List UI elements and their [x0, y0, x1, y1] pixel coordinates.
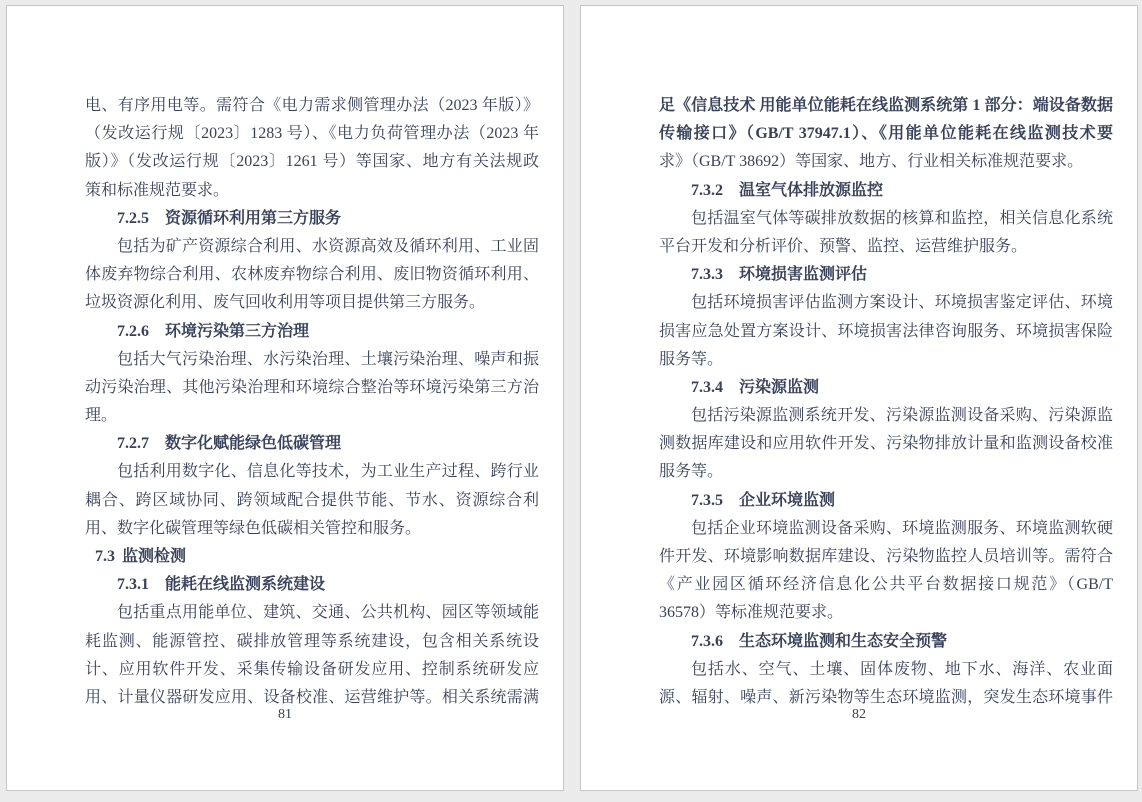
section-heading — [659, 487, 1113, 515]
text-line: 策和标准规范要求。 — [85, 181, 230, 199]
page-text-block — [85, 92, 539, 712]
text-line: 包括企业环境监测设备采购、环境监测服务、环境监测软硬 — [691, 519, 1113, 537]
text-line: 包括水、空气、土壤、固体废物、地下水、海洋、农业面 — [691, 660, 1113, 678]
text-line: 用、数字化碳管理等绿色低碳相关管控和服务。 — [85, 519, 422, 537]
text-line: 电、有序用电等。需符合《电力需求侧管理办法（2023 年版）》 — [85, 97, 539, 114]
text-line: 源、辐射、噪声、新污染物等生态环境监测，突发生态环境事件 — [659, 688, 1113, 706]
text-line: 包括大气污染治理、水污染治理、土壤污染治理、噪声和振 — [117, 350, 539, 368]
section-number: 7.3 — [95, 548, 115, 565]
text-line: 损害应急处置方案设计、环境损害法律咨询服务、环境损害保险 — [659, 322, 1113, 340]
text-line: 传输接口》（GB/T 37947.1）、《用能单位能耗在线监测技术要 — [659, 125, 1113, 143]
section-title: 资源循环利用第三方服务 — [165, 209, 342, 227]
text-line: 耗监测、能源管控、碳排放管理等系统建设，包含相关系统设 — [85, 632, 539, 650]
text-line: 测数据库建设和应用软件开发、污染物排放计量和监测设备校准 — [659, 435, 1113, 453]
section-number: 7.2.5 — [117, 209, 149, 227]
section-title: 温室气体排放源监控 — [739, 181, 884, 199]
section-heading — [85, 430, 539, 458]
text-line: 《产业园区循环经济信息化公共平台数据接口规范》（GB/T — [659, 576, 1113, 594]
text-line: 垃圾资源化利用、废气回收利用等项目提供第三方服务。 — [85, 294, 486, 312]
section-title: 生态环境监测和生态安全预警 — [739, 632, 948, 650]
text-line: 计、应用软件开发、采集传输设备研发应用、控制系统研发应 — [85, 660, 539, 678]
text-line: 件开发、环境影响数据库建设、污染物监控人员培训等。需符合 — [659, 548, 1113, 565]
section-heading — [85, 543, 539, 571]
section-title: 污染源监测 — [739, 378, 820, 396]
text-line: 服务等。 — [659, 463, 724, 481]
section-title: 企业环境监测 — [739, 491, 836, 509]
section-title: 数字化赋能绿色低碳管理 — [165, 435, 342, 453]
section-heading — [85, 205, 539, 233]
text-line: 包括污染源监测系统开发、污染源监测设备采购、污染源监 — [691, 407, 1113, 425]
section-heading — [85, 571, 539, 599]
section-heading — [659, 177, 1113, 205]
section-number: 7.3.1 — [117, 576, 149, 594]
section-number: 7.3.5 — [691, 491, 723, 509]
document-page-left[interactable] — [6, 5, 564, 791]
text-line: 服务等。 — [659, 350, 724, 368]
page-number: 82 — [852, 707, 866, 722]
text-line: 动污染治理、其他污染治理和环境综合整治等环境污染第三方治 — [85, 378, 539, 396]
text-line: 平台开发和分析评价、预警、监控、运营维护服务。 — [659, 237, 1028, 255]
section-title: 监测检测 — [122, 548, 187, 565]
section-number: 7.3.3 — [691, 266, 723, 284]
text-line: 求》（GB/T 38692）等国家、地方、行业相关标准规范要求。 — [659, 153, 1084, 171]
section-heading — [659, 374, 1113, 402]
text-line: 体废弃物综合利用、农林废弃物综合利用、废旧物资循环利用、 — [85, 266, 539, 284]
text-line: 用、计量仪器研发应用、设备校准、运营维护等。相关系统需满 — [85, 688, 539, 706]
text-line: 包括温室气体等碳排放数据的核算和监控，相关信息化系统 — [691, 209, 1113, 227]
text-line: 足《信息技术 用能单位能耗在线监测系统第 1 部分：端设备数据 — [659, 97, 1113, 114]
section-number: 7.2.7 — [117, 435, 149, 453]
section-number: 7.3.4 — [691, 378, 723, 396]
page-text-block — [659, 92, 1113, 712]
text-line: 理。 — [85, 407, 118, 425]
section-title: 环境损害监测评估 — [739, 266, 868, 284]
page-number: 81 — [278, 707, 292, 722]
text-line: 版）》（发改运行规〔2023〕1261 号）等国家、地方有关法规政 — [85, 153, 539, 171]
section-heading — [659, 628, 1113, 656]
section-number: 7.3.2 — [691, 181, 723, 199]
text-line: 耦合、跨区域协同、跨领域配合提供节能、节水、资源综合利 — [85, 491, 539, 509]
section-heading — [659, 261, 1113, 289]
text-line: 包括环境损害评估监测方案设计、环境损害鉴定评估、环境 — [691, 294, 1113, 312]
document-page-right[interactable] — [580, 5, 1138, 791]
text-line: （发改运行规〔2023〕1283 号）、《电力负荷管理办法（2023 年 — [85, 125, 539, 143]
text-line: 包括利用数字化、信息化等技术，为工业生产过程、跨行业 — [117, 463, 539, 481]
section-heading — [85, 318, 539, 346]
text-line: 包括为矿产资源综合利用、水资源高效及循环利用、工业固 — [117, 237, 539, 255]
section-title: 环境污染第三方治理 — [165, 322, 310, 340]
text-line: 包括重点用能单位、建筑、交通、公共机构、园区等领域能 — [117, 604, 539, 622]
section-number: 7.3.6 — [691, 632, 723, 650]
text-line: 36578）等标准规范要求。 — [659, 604, 844, 622]
section-title: 能耗在线监测系统建设 — [165, 576, 326, 594]
section-number: 7.2.6 — [117, 322, 149, 340]
